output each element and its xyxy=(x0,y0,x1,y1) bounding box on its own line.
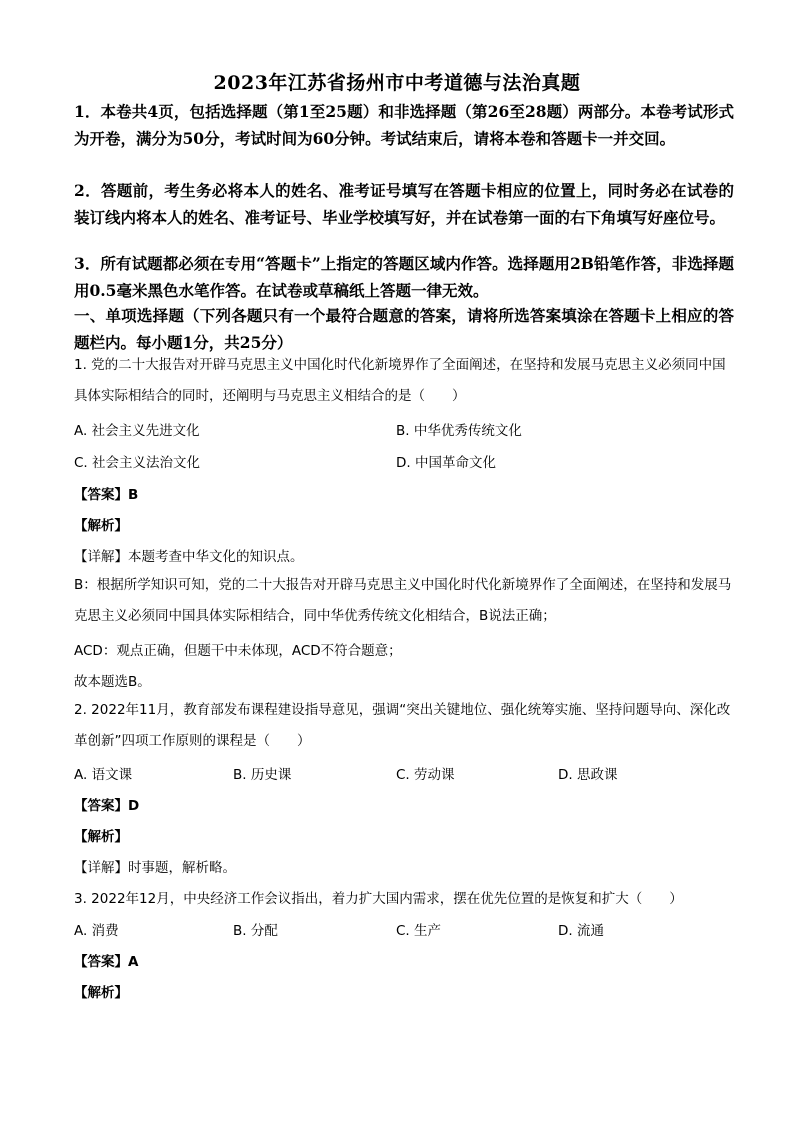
q1-answer: 【答案】B xyxy=(74,487,139,503)
q2-option-d: D. 思政课 xyxy=(558,767,618,783)
q3-option-c: C. 生产 xyxy=(396,923,442,939)
question-1-stem: 1. 党的二十大报告对开辟马克思主义中国化时代化新境界作了全面阐述，在坚持和发展马克思主义必须同中国具体实际相结合的同时，还阐明与马克思主义相结合的是（ ） xyxy=(74,357,726,404)
q2-detail: 【详解】时事题，解析略。 xyxy=(74,860,236,876)
q1-option-b: B. 中华优秀传统文化 xyxy=(396,423,522,439)
q1-option-c: C. 社会主义法治文化 xyxy=(74,455,201,471)
q2-option-b: B. 历史课 xyxy=(233,767,292,783)
question-2-stem: 2. 2022年11月，教育部发布课程建设指导意见，强调“突出关键地位、强化统筹实施、坚持问题导向、深化改革创新”四项工作原则的课程是（ ） xyxy=(74,702,731,749)
q1-option-d: D. 中国革命文化 xyxy=(396,455,496,471)
q3-option-d: D. 流通 xyxy=(558,923,604,939)
page-title: 2023年江苏省扬州市中考道德与法治真题 xyxy=(213,72,581,94)
q1-explanation: B：根据所学知识可知，党的二十大报告对开辟马克思主义中国化时代化新境界作了全面阐述，在坚持和发展马克思主义必须同中国具体实际相结合，同中华优秀传统文化相结合，B说法正确； xyxy=(74,577,732,624)
q1-analysis-label: 【解析】 xyxy=(74,518,128,534)
q1-conclusion: 故本题选B。 xyxy=(74,674,151,690)
q3-answer: 【答案】A xyxy=(74,954,139,970)
q3-option-a: A. 消费 xyxy=(74,923,119,939)
question-3-stem: 3. 2022年12月，中央经济工作会议指出，着力扩大国内需求，摆在优先位置的是恢复和扩大（ ） xyxy=(74,891,683,907)
q1-option-a: A. 社会主义先进文化 xyxy=(74,423,200,439)
q2-analysis-label: 【解析】 xyxy=(74,829,128,845)
section-heading: 一、单项选择题（下列各题只有一个最符合题意的答案，请将所选答案填涂在答题卡上相应的答题栏内。每小题1分，共25分） xyxy=(74,306,734,352)
q1-acd-note: ACD：观点正确，但题干中未体现，ACD不符合题意； xyxy=(74,643,402,659)
instruction-2: 2．答题前，考生务必将本人的姓名、准考证号填写在答题卡相应的位置上，同时务必在试卷的装订线内将本人的姓名、准考证号、毕业学校填写好，并在试卷第一面的右下角填写好座位号。 xyxy=(74,181,734,227)
q1-detail: 【详解】本题考查中华文化的知识点。 xyxy=(74,549,304,565)
q2-option-c: C. 劳动课 xyxy=(396,767,455,783)
q2-option-a: A. 语文课 xyxy=(74,767,133,783)
q3-analysis-label: 【解析】 xyxy=(74,985,128,1001)
q2-answer: 【答案】D xyxy=(74,798,140,814)
instruction-1: 1．本卷共4页，包括选择题（第1至25题）和非选择题（第26至28题）两部分。本卷考试形式为开卷，满分为50分，考试时间为60分钟。考试结束后，请将本卷和答题卡一并交回。 xyxy=(74,102,734,148)
q3-option-b: B. 分配 xyxy=(233,923,278,939)
instruction-3: 3．所有试题都必须在专用“答题卡”上指定的答题区域内作答。选择题用2B铅笔作答，非选择题用0.5毫米黑色水笔作答。在试卷或草稿纸上答题一律无效。 xyxy=(74,254,734,300)
